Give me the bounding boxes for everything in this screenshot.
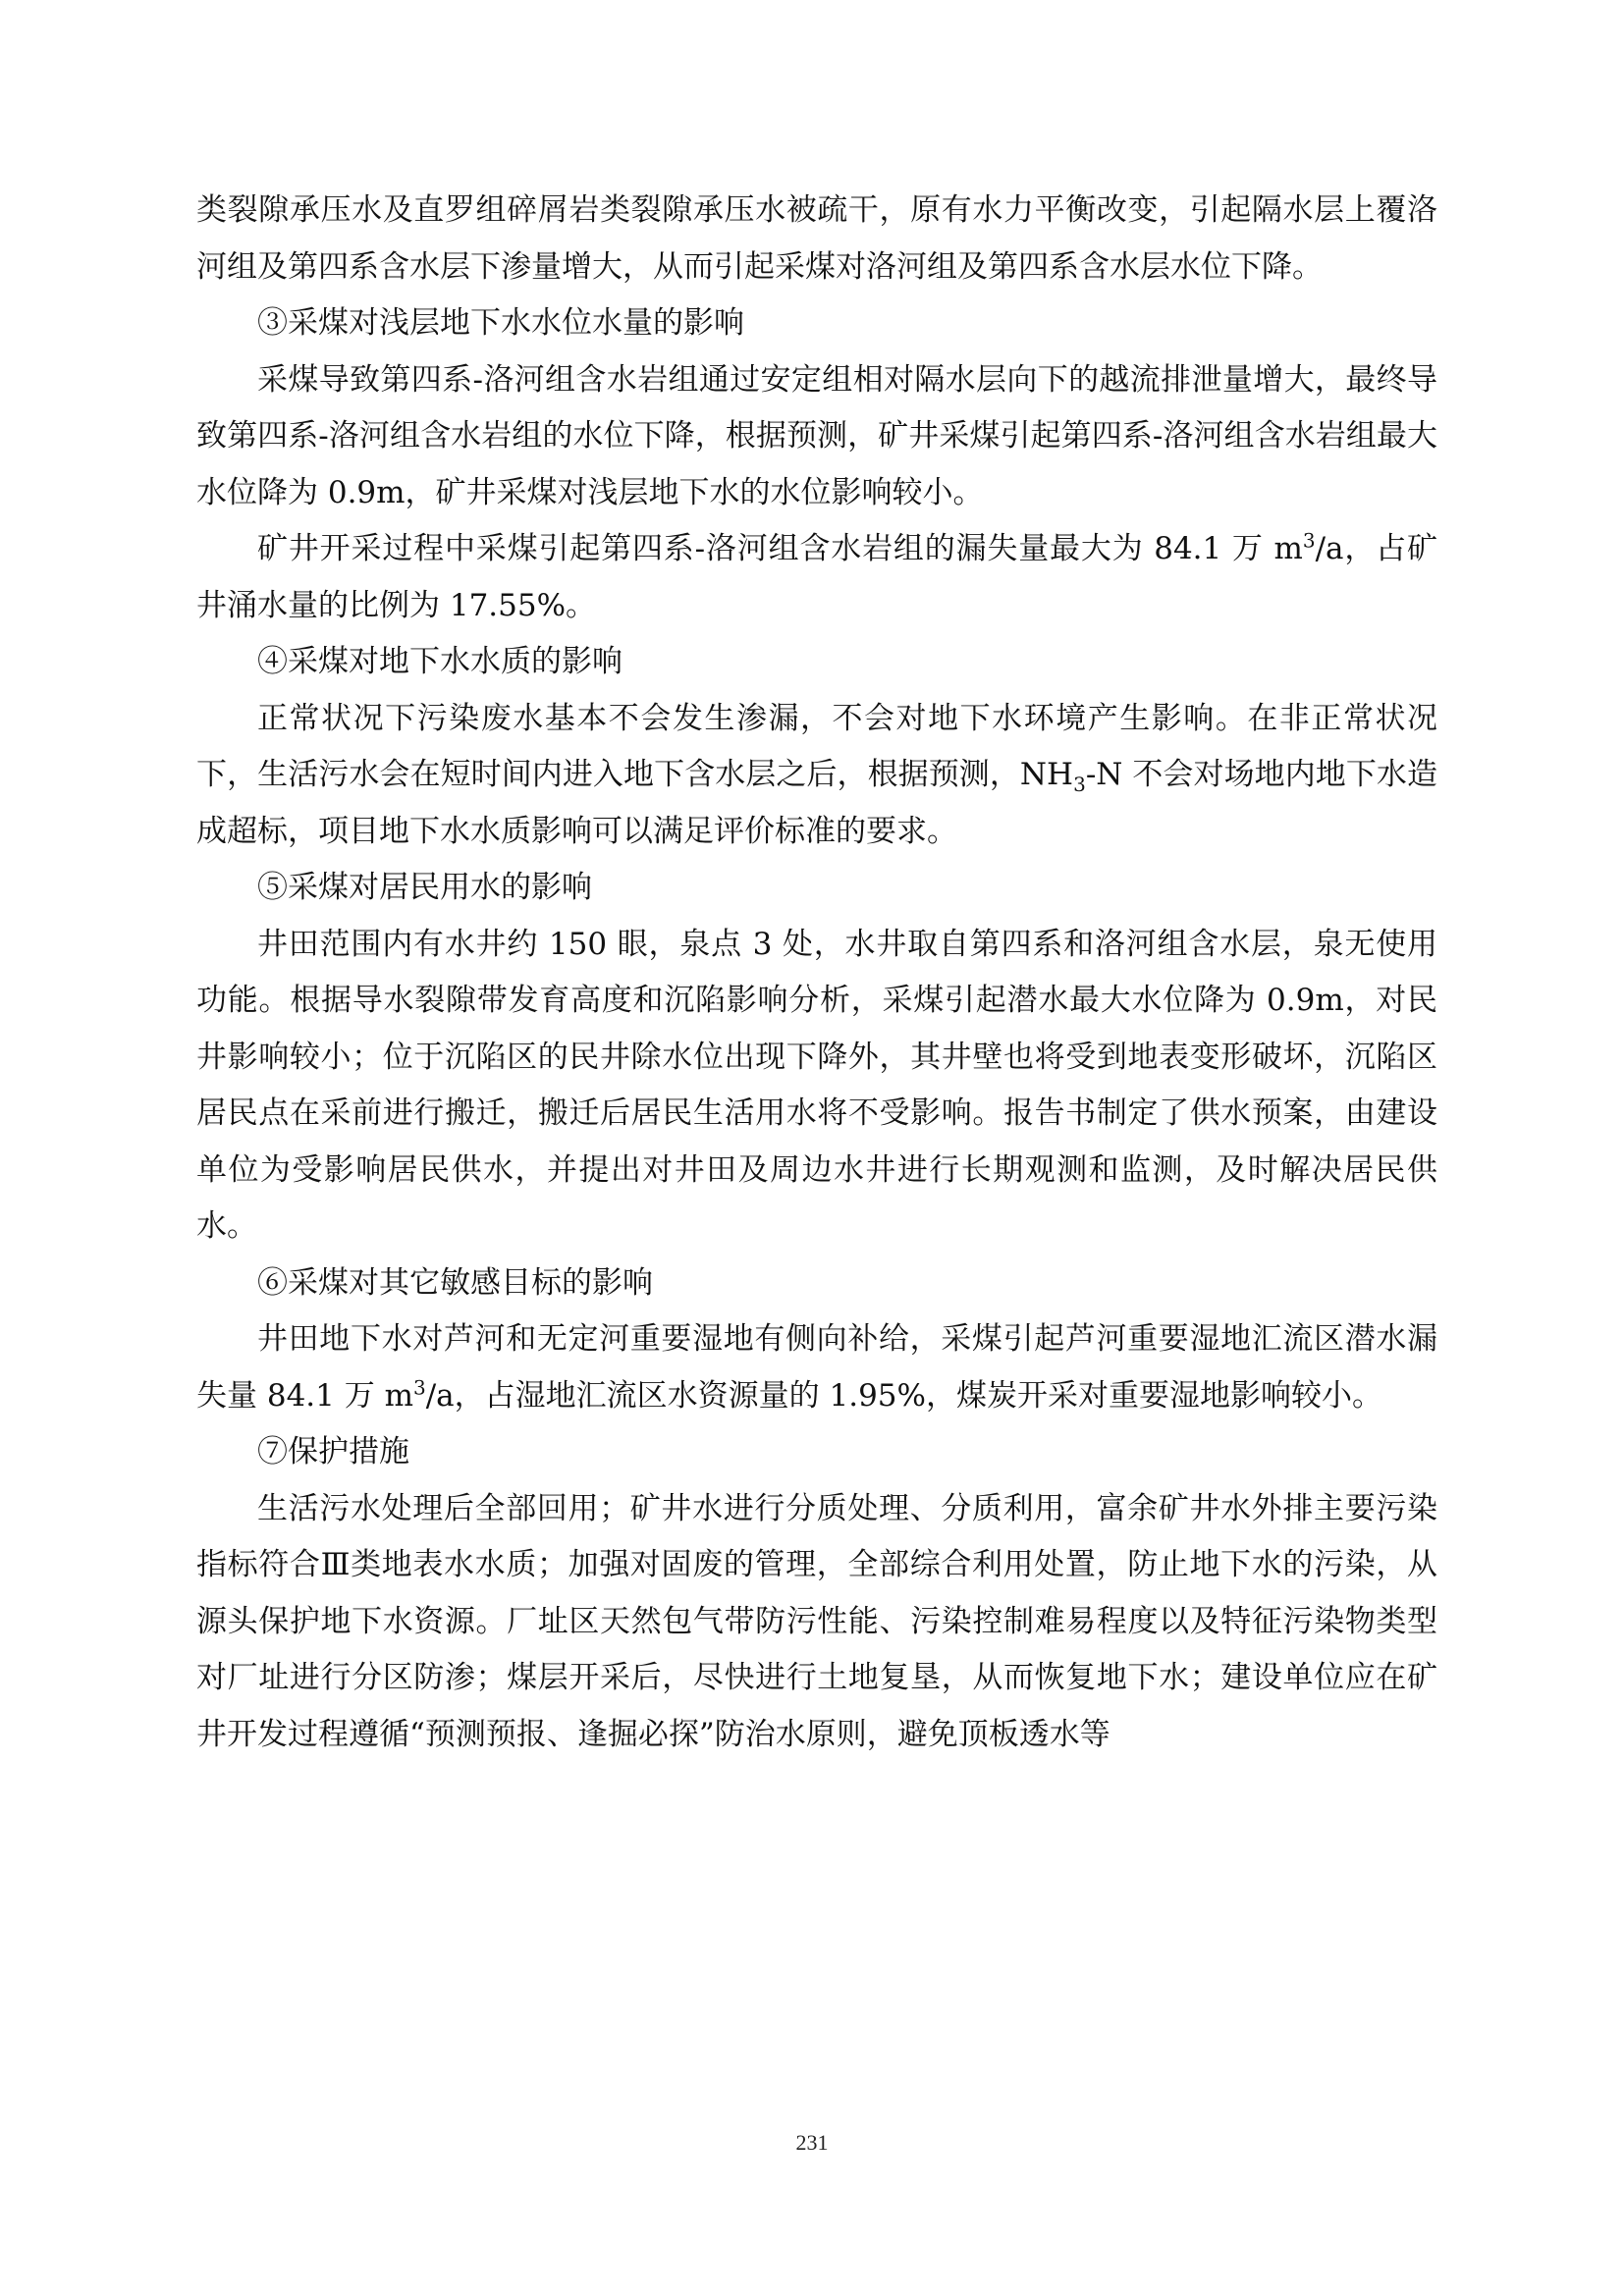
text-run: -N 不会对场地内地下水造成超标，项目地下水水质影响可以满足评价标准的要求。	[196, 757, 1437, 849]
text-run: 矿井开采过程中采煤引起第四系-洛河组含水岩组的漏失量最大为 84.1 万 m	[257, 531, 1303, 566]
page-number: 231	[795, 2130, 829, 2155]
paragraph-continuation: 类裂隙承压水及直罗组碎屑岩类裂隙承压水被疏干，原有水力平衡改变，引起隔水层上覆洛河组及第四系含水层下渗量增大，从而引起采煤对洛河组及第四系含水层水位下降。	[196, 192, 1437, 285]
paragraph-protection-measures: 生活污水处理后全部回用；矿井水进行分质处理、分质利用，富余矿井水外排主要污染指标符合Ⅲ类地表水水质；加强对固废的管理，全部综合利用处置，防止地下水的污染，从源头保护地下水资源。厂址区天然包气带防污性能、污染控制难易程度以及特征污染物类型对厂址进行分区防渗；煤层开采后，尽快进行土地复垦，从而恢复地下水；建设单位应在矿井开发过程遵循“预测预报、逢掘必探”防治水原则，避免顶板透水等	[196, 1490, 1437, 1752]
superscript: 3	[412, 1375, 426, 1400]
subscript: 3	[1073, 773, 1086, 797]
section-heading-water-quality: ④采煤对地下水水质的影响	[257, 644, 623, 679]
paragraph-resident-water: 井田范围内有水井约 150 眼，泉点 3 处，水井取自第四系和洛河组含水层，泉无使用功能。根据导水裂隙带发育高度和沉陷影响分析，采煤引起潜水最大水位降为 0.9m，对民井影响较小；位于沉陷区的民井除水位出现下降外，其井壁也将受到地表变形破坏，沉陷区居民点在采前进行搬迁，搬迁后居民生活用水将不受影响。报告书制定了供水预案，由建设单位为受影响居民供水，并提出对井田及周边水井进行长期观测和监测，及时解决居民供水。	[196, 926, 1437, 1244]
text-run: 正常状况下污染废水基本不会发生渗漏，不会对地下水环境产生影响。在非正常状况下，生活污水会在短时间内进入地下含水层之后，根据预测，NH	[196, 700, 1437, 792]
superscript: 3	[1302, 528, 1316, 553]
paragraph-leakage-volume	[196, 521, 1437, 634]
section-heading-shallow-groundwater: ③采煤对浅层地下水水位水量的影响	[257, 305, 744, 341]
section-heading-sensitive-targets: ⑥采煤对其它敏感目标的影响	[257, 1264, 653, 1301]
paragraph-sensitive-targets	[196, 1311, 1437, 1424]
document-body	[196, 183, 1437, 1763]
section-heading-resident-water: ⑤采煤对居民用水的影响	[257, 870, 592, 905]
paragraph-water-quality	[196, 691, 1437, 861]
section-heading-protection-measures: ⑦保护措施	[257, 1434, 409, 1469]
text-run: 井田地下水对芦河和无定河重要湿地有侧向补给，采煤引起芦河重要湿地汇流区潜水漏失量 84.1 万 m	[196, 1321, 1437, 1414]
text-run: /a，占矿井涌水量的比例为 17.55%。	[196, 531, 1437, 623]
text-run: /a，占湿地汇流区水资源量的 1.95%，煤炭开采对重要湿地影响较小。	[425, 1377, 1382, 1414]
paragraph-shallow-water-level: 采煤导致第四系-洛河组含水岩组通过安定组相对隔水层向下的越流排泄量增大，最终导致第四系-洛河组含水岩组的水位下降，根据预测，矿井采煤引起第四系-洛河组含水岩组最大水位降为 0.9m，矿井采煤对浅层地下水的水位影响较小。	[196, 361, 1437, 510]
